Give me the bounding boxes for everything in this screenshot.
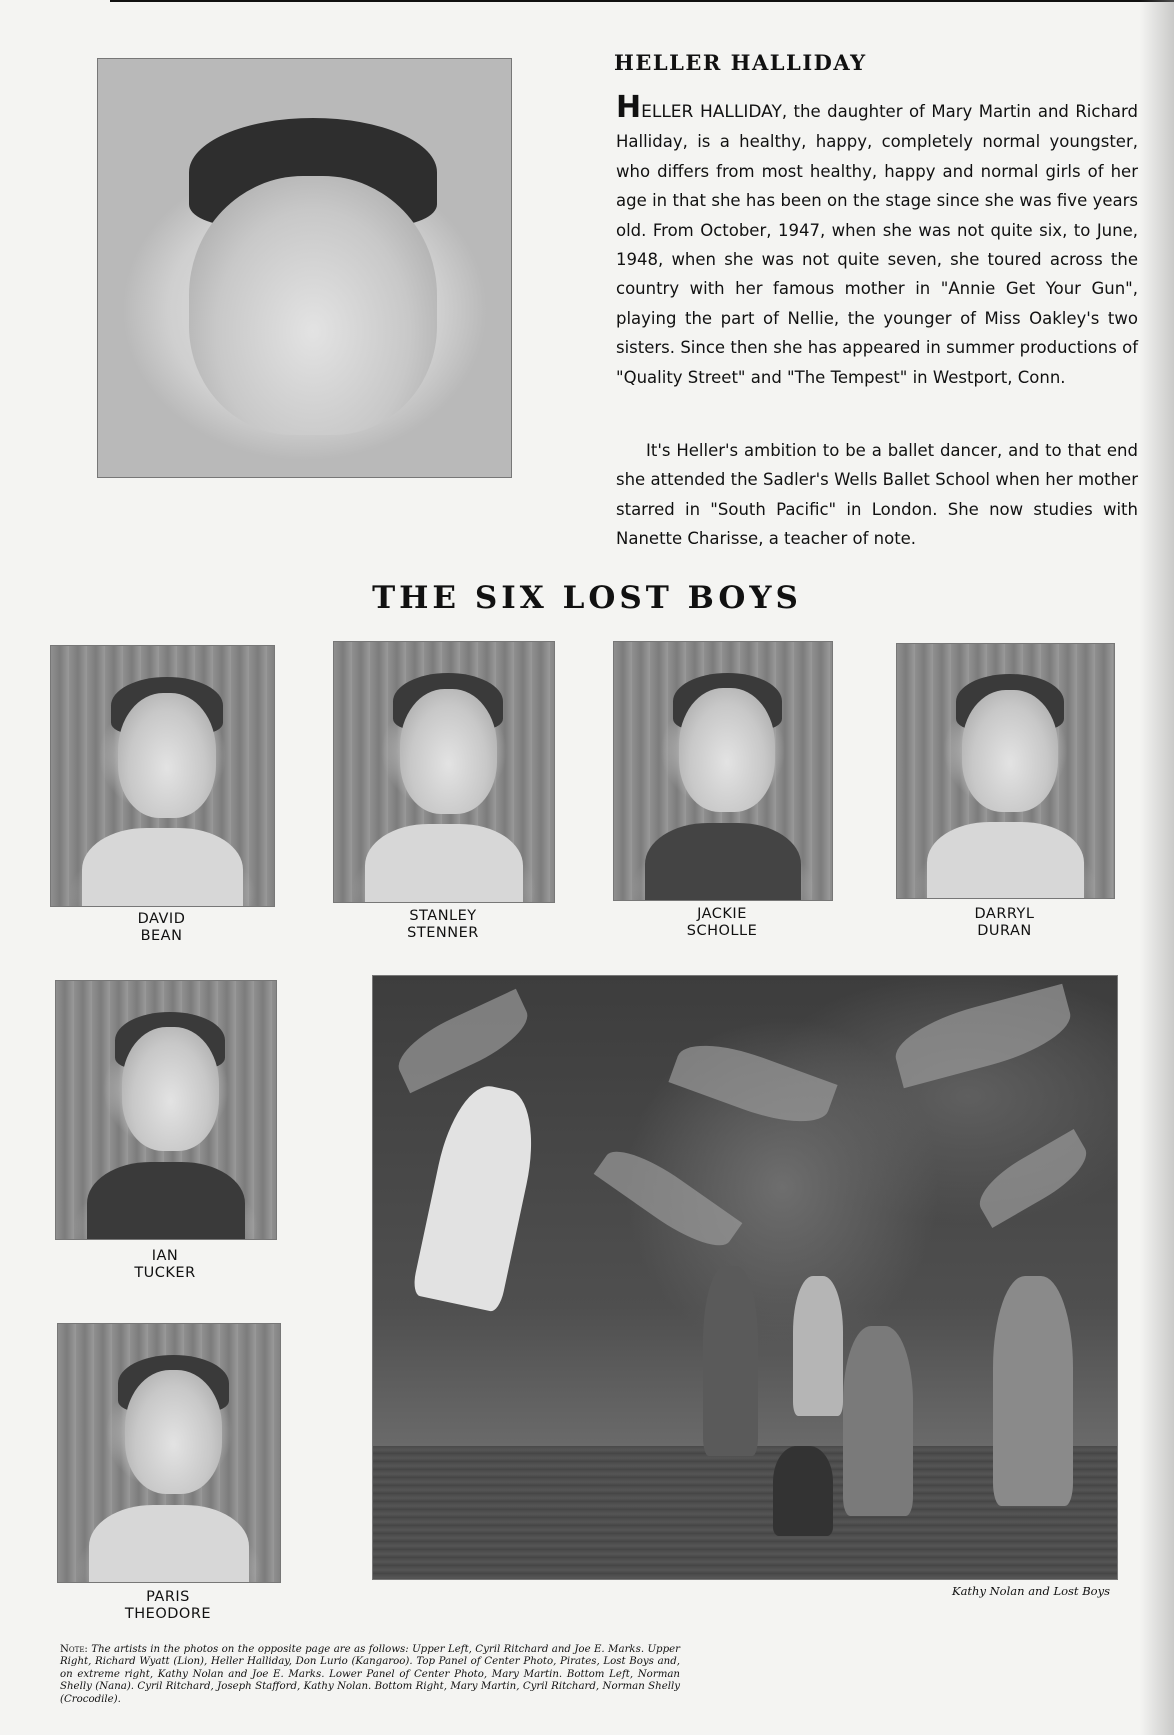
caption-david-bean [50,911,273,945]
note-lead: Note: [60,1644,88,1655]
caption-last-name: BEAN [140,928,183,944]
photo-credits-note [60,1644,680,1706]
scenery-leaf [668,1030,837,1136]
jackie-scholle-photo [613,641,833,901]
photo-shirt [365,824,523,903]
stage-scene-photo [372,975,1118,1580]
caption-darryl-duran [896,906,1113,940]
photo-face [400,689,497,814]
bio-paragraph-2-text: It's Heller's ambition to be a ballet dancer, and to that end she attended the Sadler's Wells Ballet School when her mother starred in "South Pacific" in London. She now studies with Nanette Charisse, a teacher of note. [616,441,1138,549]
stanley-stenner-photo [333,641,555,903]
photo-shirt [927,822,1083,899]
lost-boy-figure [703,1266,758,1456]
lost-boy-figure [843,1326,913,1516]
lost-boy-figure [773,1446,833,1536]
photo-shirt [89,1505,249,1583]
bio-paragraph-2 [616,436,1138,554]
drop-cap: H [616,90,642,125]
caption-last-name: TUCKER [134,1265,196,1281]
caption-first-name: IAN [151,1248,179,1264]
caption-jackie-scholle [613,906,831,940]
scenery-leaf [389,989,537,1093]
photo-face [125,1370,223,1494]
photo-face [122,1027,219,1151]
photo-face [118,693,216,818]
page-edge-shadow [1140,0,1174,1735]
darryl-duran-photo [896,643,1115,899]
caption-last-name: THEODORE [124,1606,212,1622]
photo-shirt [82,828,243,907]
caption-first-name: PARIS [146,1589,190,1605]
caption-stanley-stenner [333,908,553,942]
caption-ian-tucker [55,1248,275,1282]
bio-name-caps: ELLER HALLIDAY [641,102,782,122]
scenery-leaf [888,984,1077,1089]
scene-caption: Kathy Nolan and Lost Boys [951,1584,1110,1598]
photo-shirt [645,823,802,901]
caption-last-name: SCHOLLE [686,923,758,939]
section-title: THE SIX LOST BOYS [372,580,802,616]
scenery-leaf [594,1137,743,1260]
bio-paragraph-1-text: , the daughter of Mary Martin and Richard Halliday, is a healthy, happy, completely normal youngster, who differs from most healthy, happy and normal girls of her age in that she has been on the stage since she was five years old. From October, 1947, when she was not quite six, to June, 1948, when she was not quite seven, she toured across the country with her famous mother in "Annie Get Your Gun", playing the part of Nellie, the younger of Miss Oakley's two sisters. Since then she has appeared in summer productions of "Quality Street" and "The Tempest" in Westport, Conn. [616,102,1138,387]
caption-last-name: STENNER [407,925,479,941]
ian-tucker-photo [55,980,277,1240]
heller-halliday-photo [97,58,512,478]
photo-face [962,690,1057,812]
flying-figure [411,1079,545,1313]
caption-last-name: DURAN [977,923,1032,939]
bio-heading: HELLER HALLIDAY [614,50,867,75]
lost-boy-figure [993,1276,1073,1506]
caption-first-name: JACKIE [697,906,747,922]
photo-face [189,176,437,435]
caption-first-name: STANLEY [409,908,477,924]
note-text: The artists in the photos on the opposite page are as follows: Upper Left, Cyril Ritchard and Joe E. Marks. Upper Right, Richard Wyatt (Lion), Heller Halliday, Don Lurio (Kangaroo). Top Panel of Center Photo, Pirates, Lost Boys and, on extreme right, Kathy Nolan and Joe E. Marks. Lower Panel of Center Photo, Mary Martin. Bottom Left, Norman Shelly (Nana). Cyril Ritchard, Joseph Stafford, Kathy Nolan. Bottom Right, Mary Martin, Cyril Ritchard, Norman Shelly (Crocodile). [60,1644,680,1705]
paris-theodore-photo [57,1323,281,1583]
scenery-leaf [970,1129,1096,1228]
photo-face [679,688,775,812]
bio-paragraph-1 [616,90,1138,392]
lost-boy-figure [793,1276,843,1416]
caption-first-name: DAVID [137,911,186,927]
caption-paris-theodore [57,1589,279,1623]
caption-first-name: DARRYL [974,906,1035,922]
photo-shirt [87,1162,245,1240]
david-bean-photo [50,645,275,907]
top-rule [110,0,1174,2]
